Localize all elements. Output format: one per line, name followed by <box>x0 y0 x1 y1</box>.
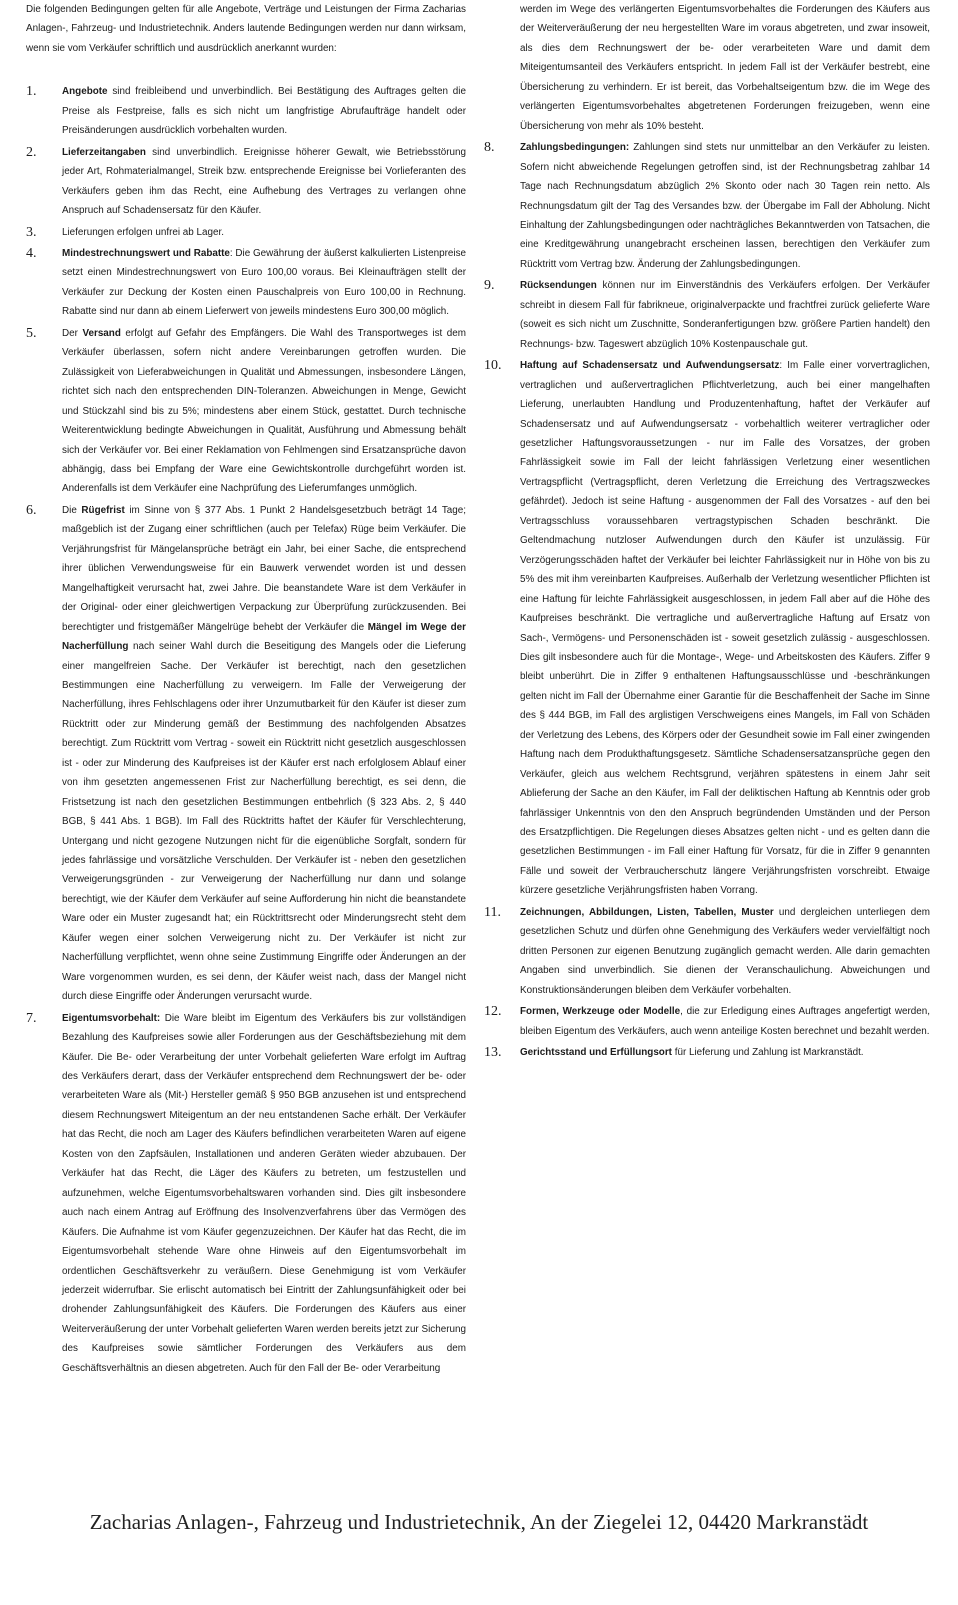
clause-text: Die Ware bleibt im Eigentum des Verkäufers bis zur vollständigen Bezahlung des Kaufpreises sowie aller Forderungen aus der Geschäftsbeziehung mit dem Käufer. Die Be- oder Verarbeitung der unter Vorbehalt gelieferten Ware erfolgt im Auftrag des Verkäufers derart, dass der Verkäufer entsprechend dem Rechnungswert der be- oder verarbeiteten Ware als (Mit-) Hersteller gemäß § 950 BGB anzusehen ist und entsprechend diesem Rechnungswert Miteigentum an der neu entstandenen Sache erhält. Der Verkäufer hat das Recht, die noch am Lager des Käufers befindlichen verarbeiteten Waren auf eigene Kosten von den Zapfsäulen, Installationen und anderen Geräten wieder abzubauen. Der Verkäufer hat das Recht, die Läger des Käufers zu betreten, um festzustellen und aufzunehmen, welche Eigentumsvorbehaltswaren vorhanden sind. Dies gilt insbesondere auch nach einem Antrag auf Eröffnung des Insolvenzverfahrens über das Vermögen des Käufers. Die Aufnahme ist vom Käufer gegenzuzeichnen. Der Käufer hat das Recht, die im Eigentumsvorbehalt stehende Ware ohne Hinweis auf den Eigentumsvorbehalt im ordentlichen Geschäftsverkehr zu veräußern. Diese Genehmigung ist vom Verkäufer jederzeit widerrufbar. Sie erlischt automatisch bei Eintritt der Zahlungsunfähigkeit oder bei drohender Zahlungsunfähigkeit des Käufers. Die Forderungen des Käufers aus einer Weiterveräußerung der unter Vorbehalt gelieferten Waren werden bereits jetzt zur Sicherung des Kaufpreises sowie sämtlicher Forderungen des Verkäufers aus dem Geschäftsverhältnis an diesen abgetreten. Auch für den Fall der Be- oder Verarbeitung <box>62 1012 466 1374</box>
clause-text: können nur im Einverständnis des Verkäufers erfolgen. Der Verkäufer schreibt in diesem Fall für fabrikneue, originalverpackte und frachtfrei zurück gelieferte Ware (soweit es sich nicht um Zuschnitte, Sonderanfertigungen bzw. größere Partien handelt) den Rechnungs- bzw. Tageswert abzüglich 10% Kostenpauschale gut. <box>520 280 930 350</box>
clause-text: werden im Wege des verlängerten Eigentumsvorbehaltes die Forderungen des Käufers aus der Weiterveräußerung der neu hergestellten Ware im voraus abgetreten, und zwar insoweit, als dies dem Rechnungswert der be- oder verarbeiteten Ware und damit dem Miteigentumsanteil des Verkäufers entspricht. In jedem Fall ist der Verkäufer bestrebt, eine Übersicherung zu verhindern. Er ist bereit, das Vorbehaltseigentum bzw. die im Wege des verlängerten Eigentumsvorbehaltes abgetretenen Forderungen freizugeben, wenn eine Übersicherung von mehr als 10% besteht. <box>520 4 930 132</box>
clause-heading: Haftung auf Schadensersatz und Aufwendungsersatz <box>520 360 780 372</box>
clause-text: sind unverbindlich. Ereignisse höherer Gewalt, wie Betriebsstörung jeder Art, Rohmaterialmangel, Streik bzw. entsprechende Ereignisse bei Vorlieferanten des Verkäufers geben ihm das Recht, eine Aufhebung des Vertrages zu verlangen ohne Anspruch auf Schadensersatz für den Käufer. <box>62 146 466 217</box>
clause-number: 10. <box>484 358 502 374</box>
clause-heading: Zahlungsbedingungen: <box>520 142 630 154</box>
clause-text: Lieferungen erfolgen unfrei ab Lager. <box>62 226 224 238</box>
clause-text-pre: Die <box>62 504 82 516</box>
clause-heading: Rücksendungen <box>520 280 597 292</box>
clause-5 <box>26 324 466 499</box>
clause-text: und dergleichen unterliegen dem gesetzlichen Schutz und dürfen ohne Genehmigung des Verkäufers weder vervielfältigt noch dritten Personen zur eigenen Benutzung zugänglich gemacht werden. Alle darin gemachten Angaben sind unverbindlich. Sie dienen der Veranschaulichung. Abweichungen und Konstruktionsänderungen bleiben dem Verkäufer vorbehalten. <box>520 906 930 996</box>
clause-9 <box>484 276 930 354</box>
clause-text: für Lieferung und Zahlung ist Markranstädt. <box>671 1047 864 1059</box>
clause-text-pre: Der <box>62 327 83 339</box>
clause-number: 13. <box>484 1045 502 1061</box>
clause-7 <box>26 1009 466 1379</box>
clause-heading: Zeichnungen, Abbildungen, Listen, Tabellen, Muster <box>520 906 774 918</box>
clause-text: : Im Falle einer vorvertraglichen, vertraglichen und außervertraglichen Pflichtverletzung, auch bei einer mangelhaften Lieferung, unerlaubten Handlung und Produzentenhaftung, haftet der Verkäufer auf Schadensersatz und auf Aufwendungsersatz - vorbehaltlich weiterer vertraglicher oder gesetzlicher Haftungsvoraussetzungen - nur im Falle des Vorsatzes, der groben Fahrlässigkeit sowie im Fall der leicht fahrlässigen Verletzung einer wesentlichen Vertragspflicht (Vertragspflicht, deren Verletzung die Erreichung des Vertragszweckes gefährdet). Jedoch ist seine Haftung - ausgenommen der Fall des Vorsatzes - auf den bei Vertragsschluss voraussehbaren vertragstypischen Schaden beschränkt. Die Geltendmachung nutzloser Aufwendungen durch den Käufer ist unzulässig. Für Verzögerungsschäden haftet der Verkäufer bei leichter Fahrlässigkeit nur in Höhe von bis zu 5% des mit ihm vereinbarten Kaufpreises. Außerhalb der Verletzung wesentlicher Pflichten ist eine Haftung für leichte Fahrlässigkeit ausgeschlossen, in jedem Fall aber auf die Höhe des Kaufpreises beschränkt. Die vertragliche und außervertragliche Haftung auf Ersatz von Sach-, Vermögens- und Personenschäden ist - soweit gesetzlich zulässig - ausgeschlossen. Dies gilt insbesondere auch für die Montage-, Wege- und Arbeitskosten des Käufers. Ziffer 9 bleibt unberührt. Die in Ziffer 9 enthaltenen Haftungsausschlüsse und -beschränkungen gelten nicht im Fall der Übernahme einer Garantie für die Beschaffenheit der Sache im Sinne des § 444 BGB, im Fall des arglistigen Verschweigens eines Mangels, im Fall von Schäden der Verletzung des Lebens, des Körpers oder der Gesundheit sowie im Fall einer zwingenden Haftung nach dem Produkthaftungsgesetz. Sämtliche Schadensersatzansprüche gegen den Verkäufer, gleich aus welchem Rechtsgrund, verjähren spätestens in einem Jahr seit Ablieferung der Sache an den Käufer, im Fall der deliktischen Haftung ab Kenntnis oder grob fahrlässiger Unkenntnis von den den Anspruch begründenden Umständen und der Person des Ersatzpflichtigen. Die Regelungen dieses Absatzes gelten nicht - und es gelten dann die gesetzlichen Bestimmungen - im Fall einer Haftung für Vorsatz, für die in Ziffer 9 genannten Fälle und soweit der Verbraucherschutz längere Verjährungsfristen vorschreibt. Etwaige kürzere gesetzliche Verjährungsfristen haben Vorrang. <box>520 360 930 897</box>
clause-text-continued: nach seiner Wahl durch die Beseitigung des Mangels oder die Lieferung einer mangelfreien Sache. Der Verkäufer ist berechtigt, nach den gesetzlichen Bestimmungen eine Nacherfüllung zu verweigern. Im Falle der Verweigerung der Nacherfüllung, ihres Fehlschlagens oder ihrer Unzumutbarkeit für den Käufer ist dieser zum Rücktritt oder zur Minderung gemäß der Bestimmung des nachfolgenden Absatzes berechtigt. Zum Rücktritt vom Vertrag - soweit ein Rücktritt nicht gesetzlich ausgeschlossen ist - oder zur Minderung des Kaufpreises ist der Käufer erst nach erfolglosem Ablauf einer von ihm gesetzten angemessenen Frist zur Nacherfüllung berechtigt, es sei denn, die Fristsetzung ist nach den gesetzlichen Bestimmungen entbehrlich (§ 323 Abs. 2, § 440 BGB, § 441 Abs. 1 BGB). Im Fall des Rücktritts haftet der Käufer für Verschlechterung, Untergang und nicht gezogene Nutzungen nicht für die eigenübliche Sorgfalt, sondern für jedes fahrlässige und vorsätzliche Verschulden. Der Verkäufer ist - neben den gesetzlichen Verweigerungsgründen - zur Verweigerung der Nacherfüllung nur dann und solange berechtigt, wie der Käufer dem Verkäufer auf seine Aufforderung hin nicht die beanstandete Ware oder ein Muster zugesandt hat; ein Rücktrittsrecht oder Minderungsrecht steht dem Käufer wegen einer solchen Verweigerung nicht zu. Der Verkäufer ist nicht zur Nacherfüllung verpflichtet, wenn ohne seine Zustimmung Eingriffe oder Änderungen an der Ware vorgenommen wurden, es sei denn, der Käufer weist nach, dass der Mangel nicht durch diese Eingriffe oder Änderungen verursacht wurde. <box>62 641 466 1003</box>
clause-heading: Rügefrist <box>81 504 125 516</box>
clause-number: 5. <box>26 325 37 341</box>
clause-3 <box>26 223 466 242</box>
clause-number: 11. <box>484 904 501 920</box>
clause-1 <box>26 82 466 140</box>
clause-number: 12. <box>484 1004 502 1020</box>
clause-6 <box>26 501 466 1007</box>
clause-number: 9. <box>484 278 495 294</box>
clause-7-continuation <box>484 0 930 136</box>
left-column <box>26 0 466 1378</box>
clause-10 <box>484 356 930 901</box>
clause-11 <box>484 903 930 1000</box>
clause-heading: Gerichtsstand und Erfüllungsort <box>520 1047 672 1059</box>
intro-paragraph: Die folgenden Bedingungen gelten für alle Angebote, Verträge und Leistungen der Firma Zacharias Anlagen-, Fahrzeug- und Industrietechnik. Anders lautende Bedingungen werden nur dann wirksam, wenn sie vom Verkäufer schriftlich und ausdrücklich anerkannt wurden: <box>26 4 466 54</box>
clause-text: : Die Gewährung der äußerst kalkulierten Listenpreise setzt einen Mindestrechnungswert von Euro 100,00 voraus. Bei Kleinaufträgen stellt der Verkäufer zur Deckung der Kosten einen Pauschalpreis von Euro 100,00 in Rechnung. Rabatte sind nur dann ab einem Lieferwert von jeweils mindestens Euro 300,00 möglich. <box>62 247 467 318</box>
clause-text: , die zur Erledigung eines Auftrages angefertigt werden, bleiben Eigentum des Verkäufers, auch wenn anteilige Kosten berechnet und bezahlt werden. <box>520 1006 930 1037</box>
clause-heading: Formen, Werkzeuge oder Modelle <box>520 1006 681 1018</box>
clause-2 <box>26 143 466 221</box>
clause-12 <box>484 1002 930 1041</box>
clause-subheading: Mängel im Wege der Nacherfüllung <box>62 621 466 653</box>
clause-4 <box>26 244 466 322</box>
company-address-footer: Zacharias Anlagen-, Fahrzeug und Industrietechnik, An der Ziegelei 12, 04420 Markranstädt <box>89 1510 869 1534</box>
clause-13 <box>484 1043 930 1062</box>
clause-8 <box>484 138 930 274</box>
clause-number: 1. <box>26 84 37 100</box>
clause-heading: Mindestrechnungswert und Rabatte <box>62 247 230 259</box>
clause-number: 6. <box>26 502 37 518</box>
clause-text: Zahlungen sind stets nur unmittelbar an den Verkäufer zu leisten. Sofern nicht abweichende Regelungen getroffen sind, ist der Rechnungsbetrag zahlbar 14 Tage nach Rechnungsdatum abzüglich 2% Skonto oder nach 30 Tagen rein netto. Als Rechnungsdatum gilt der Tag des Versandes bzw. der Übergabe im Fall der Abholung. Nicht Einhaltung der Zahlungsbedingungen oder nachträgliches Bekanntwerden von Tatsachen, die eine Kreditgewährung unangebracht erscheinen lassen, berechtigen den Verkäufer zum Rücktritt vom Vertrag bzw. Änderung der Zahlungsbedingungen. <box>520 142 930 270</box>
clause-number: 3. <box>26 224 37 240</box>
clause-heading: Versand <box>82 327 121 339</box>
clause-number: 2. <box>26 144 37 160</box>
clause-text: erfolgt auf Gefahr des Empfängers. Die Wahl des Transportweges ist dem Verkäufer überlassen, sofern nicht andere Vereinbarungen getroffen wurden. Die Zulässigkeit von Lieferabweichungen in Qualität und Abmessungen, insbesondere Längen, richtet sich nach den entsprechenden DIN-Toleranzen. Abweichungen in Menge, Gewicht und Stückzahl sind bis zu 5%; mindestens aber einem Stück, gestattet. Durch technische Weiterentwicklung bedingte Abweichungen in Qualität, Ausführung und Abmessung behält sich der Verkäufer vor. Bei einer Reklamation von Fehlmengen sind Ersatzansprüche davon abhängig, dass bei Empfang der Ware eine Gewichtskontrolle durchgeführt worden ist. Anderenfalls ist dem Verkäufer eine Nachprüfung des Lieferumfanges unmöglich. <box>62 327 467 495</box>
right-column <box>484 0 930 1062</box>
clause-text: im Sinne von § 377 Abs. 1 Punkt 2 Handelsgesetzbuch beträgt 14 Tage; maßgeblich ist der Zugang einer schriftlichen (auch per Telefax) Rüge beim Verkäufer. Die Verjährungsfrist für Mängelansprüche beträgt ein Jahr, bei einer Sache, die entsprechend ihrer üblichen Verwendungsweise für ein Bauwerk verwendet worden ist und dessen Mangelhaftigkeit verursacht hat, zwei Jahre. Die beanstandete Ware ist dem Verkäufer in der Original- oder einer gleichwertigen Verpackung zur Überprüfung zurückzusenden. Bei berechtigter und fristgemäßer Mängelrüge behebt der Verkäufer die <box>62 504 466 633</box>
clause-text: sind freibleibend und unverbindlich. Bei Bestätigung des Auftrages gelten die Preise als Festpreise, falls es sich nicht um langfristige Abrufaufträge handelt oder Preisänderungen ausdrücklich vorbehalten wurden. <box>62 86 466 137</box>
clause-number: 7. <box>26 1010 37 1026</box>
clause-heading: Angebote <box>62 86 108 98</box>
clause-number: 8. <box>484 140 495 156</box>
clause-heading: Eigentumsvorbehalt: <box>62 1012 161 1024</box>
clause-number: 4. <box>26 245 37 261</box>
clause-heading: Lieferzeitangaben <box>62 146 146 158</box>
